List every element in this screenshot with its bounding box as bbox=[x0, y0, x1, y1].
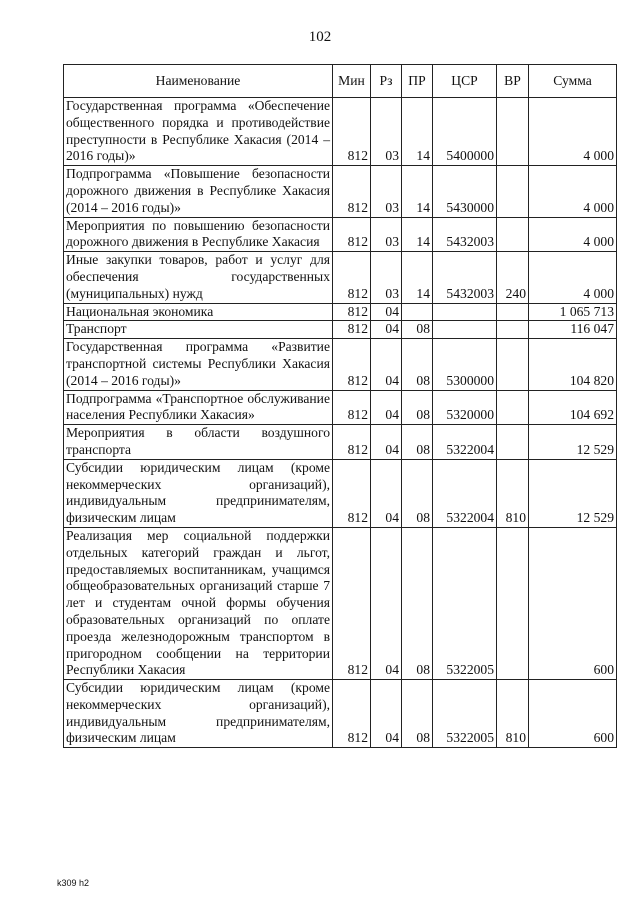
cell-rz: 04 bbox=[371, 425, 402, 460]
cell-csr: 5322004 bbox=[433, 459, 497, 527]
cell-rz: 04 bbox=[371, 459, 402, 527]
cell-pr: 14 bbox=[402, 217, 433, 252]
cell-csr: 5322005 bbox=[433, 527, 497, 679]
cell-vr bbox=[497, 303, 529, 321]
cell-csr bbox=[433, 321, 497, 339]
cell-min: 812 bbox=[333, 425, 371, 460]
cell-vr bbox=[497, 390, 529, 425]
cell-rz: 04 bbox=[371, 339, 402, 390]
cell-csr: 5432003 bbox=[433, 217, 497, 252]
cell-csr: 5320000 bbox=[433, 390, 497, 425]
header-csr: ЦСР bbox=[433, 65, 497, 98]
cell-csr: 5432003 bbox=[433, 252, 497, 303]
header-pr: ПР bbox=[402, 65, 433, 98]
page-number: 102 bbox=[308, 29, 332, 45]
cell-csr: 5430000 bbox=[433, 166, 497, 217]
cell-min: 812 bbox=[333, 321, 371, 339]
table-row bbox=[64, 252, 617, 303]
cell-sum: 104 820 bbox=[529, 339, 617, 390]
cell-name: Государственная программа «Развитие транспортной системы Республики Хакасия (2014 – 2016 годы)» bbox=[64, 339, 333, 390]
cell-vr: 240 bbox=[497, 252, 529, 303]
cell-name: Подпрограмма «Повышение безопасности дорожного движения в Республике Хакасия (2014 – 2016 годы)» bbox=[64, 166, 333, 217]
cell-min: 812 bbox=[333, 390, 371, 425]
header-min: Мин bbox=[333, 65, 371, 98]
cell-min: 812 bbox=[333, 252, 371, 303]
cell-rz: 04 bbox=[371, 303, 402, 321]
cell-name: Субсидии юридическим лицам (кроме некоммерческих организаций), индивидуальным предпринимателям, физическим лицам bbox=[64, 680, 333, 748]
cell-rz: 04 bbox=[371, 390, 402, 425]
cell-vr bbox=[497, 425, 529, 460]
cell-csr: 5322005 bbox=[433, 680, 497, 748]
cell-sum: 116 047 bbox=[529, 321, 617, 339]
cell-sum: 12 529 bbox=[529, 459, 617, 527]
cell-csr bbox=[433, 303, 497, 321]
cell-sum: 4 000 bbox=[529, 252, 617, 303]
table-header-row bbox=[64, 65, 617, 98]
cell-pr: 08 bbox=[402, 527, 433, 679]
cell-pr: 08 bbox=[402, 321, 433, 339]
cell-name: Иные закупки товаров, работ и услуг для обеспечения государственных (муниципальных) нужд bbox=[64, 252, 333, 303]
table-row bbox=[64, 527, 617, 679]
table-row bbox=[64, 459, 617, 527]
cell-vr bbox=[497, 527, 529, 679]
cell-pr: 14 bbox=[402, 252, 433, 303]
table-row bbox=[64, 425, 617, 460]
table-row bbox=[64, 390, 617, 425]
table-row bbox=[64, 166, 617, 217]
cell-csr: 5400000 bbox=[433, 98, 497, 166]
cell-rz: 04 bbox=[371, 680, 402, 748]
cell-vr bbox=[497, 98, 529, 166]
cell-min: 812 bbox=[333, 303, 371, 321]
cell-vr: 810 bbox=[497, 459, 529, 527]
cell-vr bbox=[497, 321, 529, 339]
cell-sum: 4 000 bbox=[529, 98, 617, 166]
cell-pr: 08 bbox=[402, 425, 433, 460]
cell-rz: 03 bbox=[371, 98, 402, 166]
cell-min: 812 bbox=[333, 166, 371, 217]
cell-name: Транспорт bbox=[64, 321, 333, 339]
cell-pr: 08 bbox=[402, 339, 433, 390]
table-row bbox=[64, 680, 617, 748]
cell-sum: 600 bbox=[529, 680, 617, 748]
table-row bbox=[64, 339, 617, 390]
cell-vr bbox=[497, 166, 529, 217]
cell-name: Реализация мер социальной поддержки отдельных категорий граждан и льгот, предоставляемых воспитанникам, учащимся общеобразовательных организаций старше 7 лет и студентам очной формы обучения образовательных организаций по оплате проезда железнодорожным транспортом в пригородном сообщении на территории Республики Хакасия bbox=[64, 527, 333, 679]
cell-pr: 08 bbox=[402, 680, 433, 748]
cell-min: 812 bbox=[333, 459, 371, 527]
table-row bbox=[64, 321, 617, 339]
cell-min: 812 bbox=[333, 339, 371, 390]
cell-sum: 4 000 bbox=[529, 217, 617, 252]
cell-name: Государственная программа «Обеспечение общественного порядка и противодействие преступности в Республике Хакасия (2014 – 2016 годы)» bbox=[64, 98, 333, 166]
header-name: Наименование bbox=[64, 65, 333, 98]
table-body bbox=[64, 98, 617, 748]
cell-min: 812 bbox=[333, 527, 371, 679]
cell-rz: 04 bbox=[371, 321, 402, 339]
cell-vr: 810 bbox=[497, 680, 529, 748]
cell-pr: 14 bbox=[402, 98, 433, 166]
header-sum: Сумма bbox=[529, 65, 617, 98]
cell-vr bbox=[497, 339, 529, 390]
cell-sum: 12 529 bbox=[529, 425, 617, 460]
cell-pr: 08 bbox=[402, 390, 433, 425]
cell-sum: 4 000 bbox=[529, 166, 617, 217]
cell-vr bbox=[497, 217, 529, 252]
cell-rz: 03 bbox=[371, 166, 402, 217]
table-row bbox=[64, 98, 617, 166]
cell-min: 812 bbox=[333, 680, 371, 748]
cell-sum: 600 bbox=[529, 527, 617, 679]
cell-sum: 104 692 bbox=[529, 390, 617, 425]
header-vr: ВР bbox=[497, 65, 529, 98]
cell-min: 812 bbox=[333, 217, 371, 252]
table-row bbox=[64, 217, 617, 252]
cell-csr: 5300000 bbox=[433, 339, 497, 390]
cell-rz: 03 bbox=[371, 252, 402, 303]
cell-name: Мероприятия по повышению безопасности дорожного движения в Республике Хакасия bbox=[64, 217, 333, 252]
cell-rz: 04 bbox=[371, 527, 402, 679]
header-rz: Рз bbox=[371, 65, 402, 98]
cell-sum: 1 065 713 bbox=[529, 303, 617, 321]
table-row bbox=[64, 303, 617, 321]
footer-code: k309 h2 bbox=[57, 878, 90, 888]
cell-pr bbox=[402, 303, 433, 321]
cell-name: Подпрограмма «Транспортное обслуживание населения Республики Хакасия» bbox=[64, 390, 333, 425]
cell-name: Национальная экономика bbox=[64, 303, 333, 321]
cell-name: Мероприятия в области воздушного транспорта bbox=[64, 425, 333, 460]
cell-rz: 03 bbox=[371, 217, 402, 252]
budget-table bbox=[63, 64, 617, 748]
cell-pr: 14 bbox=[402, 166, 433, 217]
cell-min: 812 bbox=[333, 98, 371, 166]
cell-csr: 5322004 bbox=[433, 425, 497, 460]
cell-pr: 08 bbox=[402, 459, 433, 527]
cell-name: Субсидии юридическим лицам (кроме некоммерческих организаций), индивидуальным предпринимателям, физическим лицам bbox=[64, 459, 333, 527]
